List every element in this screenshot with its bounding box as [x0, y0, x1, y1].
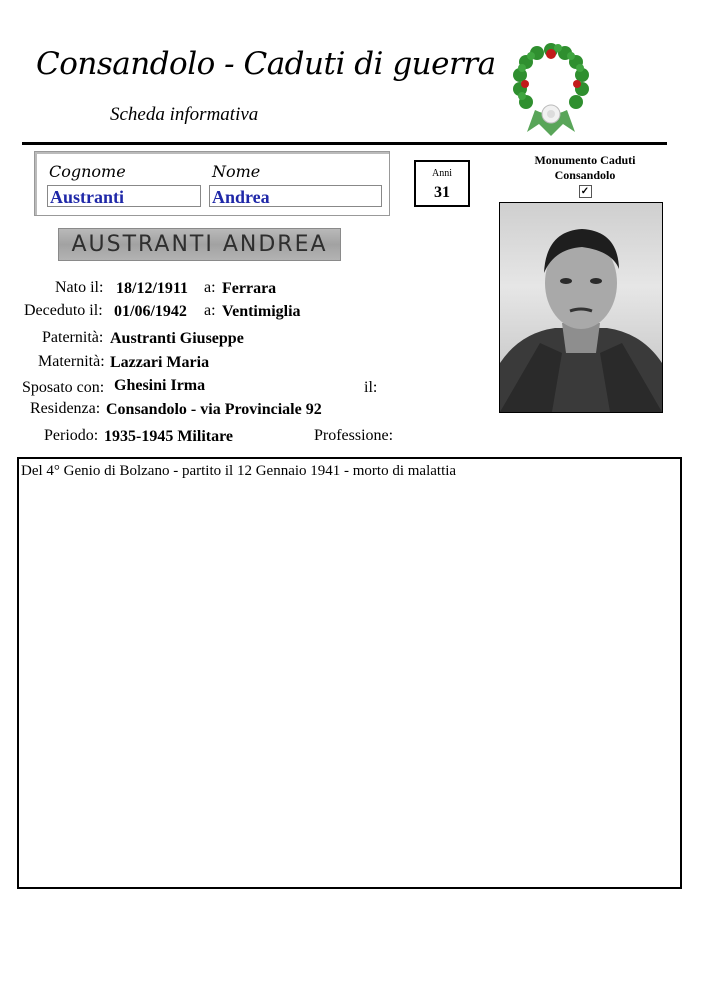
- father-label: Paternità:: [42, 329, 104, 346]
- memorial-plaque: AUSTRANTI ANDREA: [58, 228, 341, 261]
- spouse-label: Sposato con:: [22, 379, 105, 396]
- header-divider: [22, 142, 667, 145]
- period-label: Periodo:: [44, 427, 99, 444]
- born-label: Nato il:: [55, 279, 104, 296]
- name-label: Nome: [212, 162, 261, 181]
- born-date: 18/12/1911: [116, 280, 189, 297]
- surname-field[interactable]: Austranti: [47, 185, 201, 207]
- profession-label: Professione:: [314, 427, 394, 444]
- residence-label: Residenza:: [30, 400, 101, 417]
- died-label: Deceduto il:: [24, 302, 103, 319]
- page-subtitle: Scheda informativa: [110, 104, 259, 125]
- born-place-label: a:: [204, 279, 216, 296]
- mother-label: Maternità:: [38, 353, 105, 370]
- notes-text: Del 4° Genio di Bolzano - partito il 12 Gennaio 1941 - morto di malattia: [21, 463, 457, 479]
- mother-name: Lazzari Maria: [110, 354, 210, 371]
- name-panel: [34, 151, 390, 216]
- monument-checkbox[interactable]: ✓: [579, 185, 592, 198]
- portrait-photo: [499, 202, 663, 413]
- name-field[interactable]: Andrea: [209, 185, 382, 207]
- monument-label-line2: Consandolo: [554, 168, 616, 182]
- surname-label: Cognome: [49, 162, 126, 181]
- notes-box: [17, 457, 682, 889]
- period-value: 1935-1945 Militare: [104, 428, 234, 445]
- age-box: [414, 160, 470, 207]
- died-date: 01/06/1942: [114, 303, 187, 320]
- age-value: 31: [434, 184, 450, 201]
- memorial-wreath-icon: [505, 40, 597, 138]
- page-title: Consandolo - Caduti di guerra: [36, 46, 496, 82]
- monument-indicator: [515, 153, 655, 198]
- age-label: Anni: [432, 168, 452, 179]
- married-on-label: il:: [364, 379, 378, 396]
- father-name: Austranti Giuseppe: [110, 330, 244, 347]
- born-place: Ferrara: [222, 280, 277, 297]
- died-place-label: a:: [204, 302, 216, 319]
- spouse-name: Ghesini Irma: [114, 377, 206, 394]
- monument-label-line1: Monumento Caduti: [534, 153, 636, 167]
- died-place: Ventimiglia: [222, 303, 301, 320]
- portrait-silhouette: [500, 203, 662, 412]
- residence-value: Consandolo - via Provinciale 92: [106, 401, 322, 418]
